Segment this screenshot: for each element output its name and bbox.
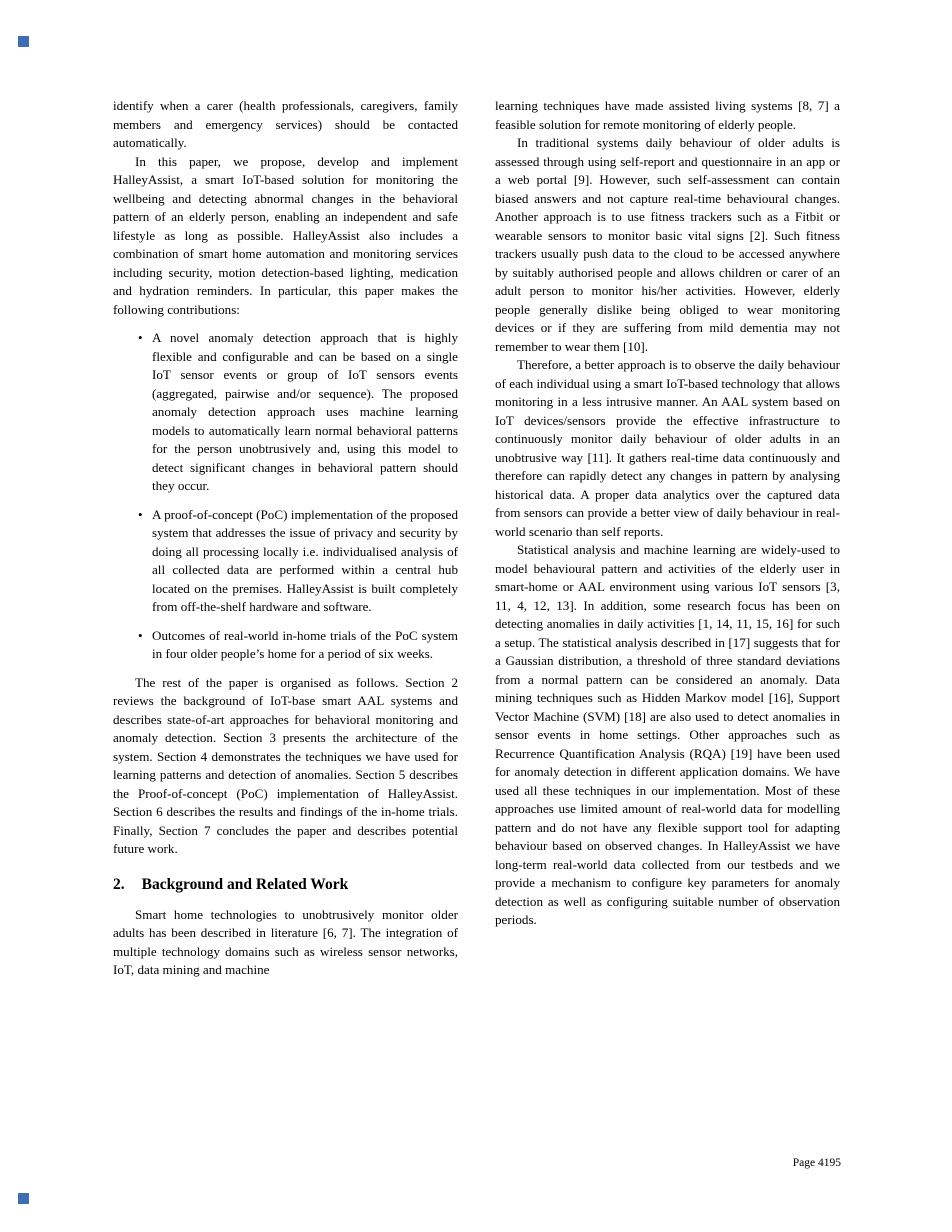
list-item-text: Outcomes of real-world in-home trials of the PoC system in four older people’s home for a period of six weeks. [152,627,458,661]
corner-mark-bottom-left-icon [18,1193,29,1204]
paragraph-contributions-intro: In this paper, we propose, develop and implement HalleyAssist, a smart IoT-based solution for monitoring the wellbeing and detecting abnormal changes in the behavioral pattern of an elderly person, enabling an independent and safe lifestyle as long as possible. HalleyAssist also includes a combination of smart home automation and monitoring services including security, motion detection-based lighting, medication and hydration reminders. In particular, this paper makes the following contributions: [113,153,458,317]
section-title: Background and Related Work [141,875,349,893]
bullet-icon: • [138,330,143,345]
list-item-text: A proof-of-concept (PoC) implementation of the proposed system that addresses the issue of privacy and security by doing all processing locally i.e. individualised analysis of all collected data are performed within a central hub located on the premises. HalleyAssist is built completely from off-the-shelf hardware and software. [152,506,458,614]
contributions-list [113,329,458,664]
right-column [495,97,840,980]
paragraph-better-approach: Therefore, a better approach is to observe the daily behaviour of each individual using a smart IoT-based technology that allows monitoring in a less intrusive manner. An AAL system based on IoT devices/sensors provide the effective infrastructure to continuously monitor daily behaviour of older adults in an unobtrusive way [11]. It gathers real-time data continuously and therefore can rapidly detect any changes in pattern by analysing historical data. A proper data analytics over the captured data from sensors can provide a better view of daily behaviour in real-world scenario than self reports. [495,357,840,539]
corner-mark-top-left-icon [18,36,29,47]
list-item [113,627,458,664]
list-item [113,506,458,617]
paragraph-continuation: learning techniques have made assisted living systems [8, 7] a feasible solution for remote monitoring of elderly people. [495,98,840,132]
section-number: 2. [113,875,125,893]
two-column-body [113,97,841,980]
left-column [113,97,458,980]
paragraph-paper-outline: The rest of the paper is organised as follows. Section 2 reviews the background of IoT-base smart AAL systems and describes state-of-art approaches for behavioral monitoring and anomaly detection. Section 3 presents the architecture of the system. Section 4 demonstrates the techniques we have used for learning patterns and detection of anomalies. Section 5 describes the Proof-of-concept (PoC) implementation of HalleyAssist. Section 6 describes the results and findings of the in-home trials. Finally, Section 7 concludes the paper and describes potential future work. [113,674,458,856]
page-number: Page 4195 [792,1157,841,1169]
bullet-icon: • [138,506,143,522]
bullet-icon: • [138,627,143,643]
list-item [113,329,458,496]
paragraph-continuation: identify when a carer (health professionals, caregivers, family members and emergency services) should be contacted automatically. [113,98,458,150]
list-item-text: A novel anomaly detection approach that is highly flexible and configurable and can be based on a single IoT sensor events or group of IoT sensors events (aggregated, pairwise and/or sequence). The proposed anomaly detection approach uses machine learning models to automatically learn normal behavioral patterns for the person unobtrusively and, using this model to detect significant changes in behavioral pattern should they occur. [152,330,458,493]
paragraph-statistical-analysis: Statistical analysis and machine learning are widely-used to model behavioural pattern and activities of the elderly user in smart-home or AAL environment using various IoT sensors [3, 11, 4, 12, 13]. In addition, some research focus has been on detecting anomalies in daily activities [1, 14, 11, 15, 16] for such a setup. The statistical analysis described in [17] suggests that for a Gaussian distribution, a threshold of three standard deviations from a normal pattern can be considered an anomaly. Data mining techniques such as Hidden Markov model [16], Support Vector Machine (SVM) [18] are also used to detect anomalies in sensor events in home settings. Other approaches such as Recurrence Quantification Analysis (RQA) [19] have been used for anomaly detection in different application domains. We have used all these techniques in our implementation. Most of these approaches use limited amount of real-world data for modelling pattern and do not have any flexible support tool for adapting behaviour based on observed changes. In HalleyAssist we have long-term real-world data collected from our testbeds and we provide a mechanism to configure key parameters for anomaly detection as well as configuring suitable number of observation periods. [495,542,840,927]
paragraph-traditional-systems: In traditional systems daily behaviour of older adults is assessed through using self-report and questionnaire in an app or a web portal [9]. However, such self-assessment can contain biased answers and not capture real-time behavioural changes. Another approach is to use fitness trackers such as a Fitbit or wearable sensors to monitor basic vital signs [2]. Such fitness trackers usually push data to the cloud to be accessed anywhere by suitably authorised people and allows children or carer of an adult person to monitor his/her activities. However, elderly people generally dislike being obliged to wear monitoring devices or if they are suffering from mild dementia may not remember to wear them [10]. [495,135,840,354]
section-heading-background [113,875,458,895]
paragraph-smart-home: Smart home technologies to unobtrusively monitor older adults has been described in literature [6, 7]. The integration of multiple technology domains such as wireless sensor networks, IoT, data mining and machine [113,906,458,977]
